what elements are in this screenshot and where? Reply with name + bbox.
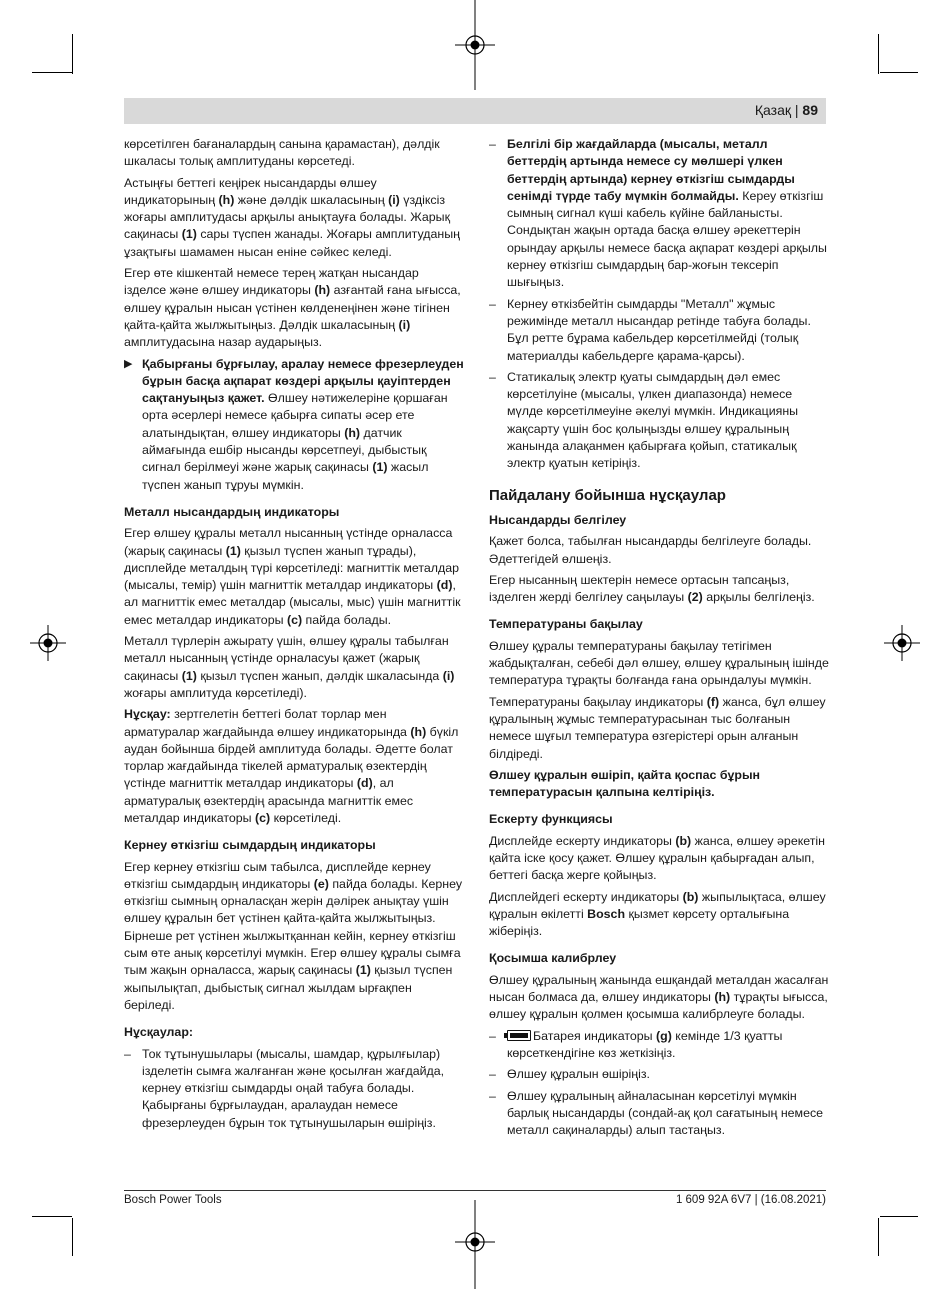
section-heading-voltage: Кернеу өткізгіш сымдардың индикаторы	[124, 838, 376, 853]
list-item: – Белгілі бір жағдайларда (мысалы, металл беттердің артында немесе су мөлшері үлкен беттердің артында) кернеу өткізгіш сымдарды сенімді түрде табу мүмкін болмайды. Кереу өткізгіш сымның сигнал күші кабель күйіне байланысты. Сондықтан жақын ортада басқа өлшеу әрекеттерін орындау арқылы немесе басқа ақпарат көздері арқылы кернеу өткізгіш сымдардың бар-жоғын тексеріп шығыңыз.	[489, 137, 827, 290]
paragraph: Қажет болса, табылған нысандарды белгілеуге болады. Әдеттегідей өлшеңіз.	[489, 534, 812, 566]
paragraph: көрсетілген бағаналардың санына қарамастан), дәлдік шкаласы толық амплитуданы көрсетеді.	[124, 137, 440, 169]
paragraph: Өлшеу құралының жанында ешқандай металдан жасалған нысан болмаса да, өлшеу индикаторы (h) тұрақты ығысса, өлшеу құралын қолмен қосымша калибрлеуге болады.	[489, 972, 829, 1022]
crop-mark	[880, 1216, 918, 1217]
crop-mark	[880, 72, 918, 73]
paragraph: Өлшеу құралы температураны бақылау тетігімен жабдықталған, себебі дәл өлшеу, өлшеу құралының ішінде температура тұрақты болғанда ғана орындалуы мүмкін.	[489, 638, 829, 688]
section-heading-usage: Пайдалану бойынша нұсқаулар	[489, 486, 726, 504]
registration-mark-left-icon	[30, 625, 66, 661]
header-language: Қазақ	[754, 102, 791, 118]
paragraph: Егер кернеу өткізгіш сым табылса, дисплейде кернеу өткізгіш сымдардың индикаторы (e) пайда болады. Кернеу өткізгіш сымның орналасқан жерін дәлірек анықтау үшін өлшеу құралын бет үстінен қайта-қайта жылжытыңыз. Бірнеше рет үстінен жылжытқаннан кейін, кернеу өткізгіш сым өте анық көрсетілуі мүмкін. Егер өлшеу құралы сымға тым жақын орналасса, жарық сақинасы (1) қызыл түспен жыпылықтап, дыбыстық сигнал жылдам ырғақпен беріледі.	[124, 859, 463, 1012]
subheading-temperature: Температураны бақылау	[489, 617, 643, 632]
right-column	[489, 136, 829, 1143]
list-item: – Ток тұтынушылары (мысалы, шамдар, құрылғылар) ізделетін сымға жалғанған және қосылған жағдайда, кернеу өткізгіш сымдарды оңай табуға болады. Қабырғаны бұрғылаудан, аралаудан немесе фрезерлеуден бұрын ток тұтынушыларын өшіріңіз.	[124, 1046, 445, 1130]
paragraph: Астыңғы беттегі кеңірек нысандарды өлшеу индикаторының (h) және дәлдік шкаласының (i) үздіксіз жоғары амплитудасы арқылы анықтауға болады. Жарық сақинасы (1) сары түспен жанады. Жоғары амплитуданың ұзақтығы шамамен нысан еніне сәйкес келеді.	[124, 175, 460, 259]
subheading-warning-function: Ескерту функциясы	[489, 812, 613, 827]
page-number: 89	[802, 102, 818, 118]
registration-mark-right-icon	[884, 625, 920, 661]
paragraph: Егер өте кішкентай немесе терең жатқан нысандар ізделсе және өлшеу индикаторы (h) азғантай ғана ығысса, өлшеу құралын нысан үстінен көлденеңінен және тігінен қайта-қайта жылжытыңыз. Дәлдік шкаласының (i) амплитудасына назар аударыңыз.	[124, 266, 461, 350]
crop-mark	[72, 1218, 73, 1256]
section-heading-metal: Металл нысандардың индикаторы	[124, 504, 340, 519]
subheading-marking: Нысандарды белгілеу	[489, 512, 627, 527]
registration-mark-bottom-icon	[455, 1200, 495, 1289]
crop-mark	[32, 1216, 72, 1217]
list-item: – Статикалық электр қуаты сымдардың дәл емес көрсетілуіне (мысалы, үлкен диапазонда) немесе мүлде көрсетілмеуіне әкелуі мүмкін. Индикацияны жақсарту үшін бос қолыңызды өлшеу құралының жанында алақанмен қабырғаға қойып, статикалық электр қуатын кетіріңіз.	[489, 369, 799, 471]
crop-mark	[878, 1218, 879, 1256]
paragraph: Металл түрлерін ажырату үшін, өлшеу құралы табылған металл нысанның үстінде орналасуы қажет (жарық сақинасы (1) қызыл түспен жанып, дәлдік шкаласында (i) жоғары амплитуда көрсетіледі).	[124, 634, 455, 700]
footer-doc-id: 1 609 92A 6V7 | (16.08.2021)	[675, 1194, 826, 1206]
footer-brand: Bosch Power Tools	[124, 1194, 222, 1206]
list-item: – Өлшеу құралын өшіріңіз.	[489, 1067, 650, 1082]
crop-mark	[72, 34, 73, 74]
triangle-bullet-icon: ▶	[124, 357, 133, 370]
crop-mark	[878, 34, 879, 74]
list-item: – Батарея индикаторы (g) кемінде 1/3 қуатты көрсеткендігіне көз жеткізіңіз.	[489, 1028, 783, 1060]
paragraph: Егер нысанның шектерін немесе ортасын тапсаңыз, ізделген жерді белгілеу саңылауы (2) арқылы белгілеңіз.	[489, 572, 815, 605]
paragraph: Егер өлшеу құралы металл нысанның үстінде орналасса (жарық сақинасы (1) қызыл түспен жанып тұрады), дисплейде металдың түрі көрсетіледі: магниттік металдар (мысалы, темір) үшін магниттік металдар индикаторы (d), ал магниттік емес металдар (мысалы, мыс) үшін магниттік емес металдар индикаторы (c) пайда болады.	[124, 526, 461, 627]
crop-mark	[32, 72, 72, 73]
paragraph: Өлшеу құралын өшіріп, қайта қоспас бұрын температурасын қалпына келтіріңіз.	[489, 767, 761, 800]
list-item: – Кернеу өткізбейтін сымдарды "Металл" жұмыс режимінде металл нысандар ретінде табуға болады. Бұл ретте бұрама кабельдер көрсетілмейді (толық материалды кабельдерге қарама-қарсы).	[489, 296, 811, 363]
safety-warning: ▶ Қабырғаны бұрғылау, аралау немесе фрезерлеуден бұрын басқа ақпарат көздері арқылы қауіптерден сақтануыңыз қажет. Өлшеу нәтижелеріне қоршаған орта әсерлері немесе қабырға сипаты әсер ете алатындықтан, өлшеу индикаторы (h) датчик аймағында ешбір нысанды көрсетпеуі, дыбыстық сигнал берілмеуі және жарық сақинасы (1) жасыл түспен жанып тұруы мүмкін.	[124, 356, 464, 492]
list-item: – Өлшеу құралының айналасынан көрсетілуі мүмкін барлық нысандарды (сондай-ақ қол сағатының немесе металл сақиналарды) алып тастаңыз.	[489, 1088, 824, 1138]
page-footer	[124, 1190, 826, 1206]
subheading-calibration: Қосымша калибрлеу	[489, 951, 617, 966]
paragraph: Температураны бақылау индикаторы (f) жанса, бұл өлшеу құралының жұмыс температурасынан тыс болғанын немесе шұғыл температура өзгерістері орын алғанын білдіреді.	[489, 694, 826, 761]
page-header: Қазақ | 89	[124, 98, 826, 124]
left-column	[124, 136, 464, 1136]
paragraph: Дисплейдегі ескерту индикаторы (b) жыпылықтаса, өлшеу құралын өкілетті Bosch қызмет көрсету орталығына жіберіңіз.	[489, 889, 826, 939]
paragraph: Дисплейде ескерту индикаторы (b) жанса, өлшеу әрекетін қайта іске қосу қажет. Өлшеу құралын қабырғадан алып, беттегі басқа жерге қойыңыз.	[489, 833, 826, 883]
registration-mark-top-icon	[455, 0, 495, 90]
note-paragraph: Нұсқау: зертгелетін беттегі болат торлар мен арматуралар жағдайында өлшеу индикаторында (h) бүкіл аудан бойынша бірдей амплитуда болады. Әдетте болат торлар жағдайында тікелей арматуралық өзектердің үстінде магниттік металдар индикаторы (d), ал арматуралық өзектердің арасында магниттік емес металдар индикаторы (c) көрсетіледі.	[124, 707, 459, 825]
notes-heading: Нұсқаулар:	[124, 1025, 194, 1040]
battery-icon	[507, 1030, 531, 1041]
